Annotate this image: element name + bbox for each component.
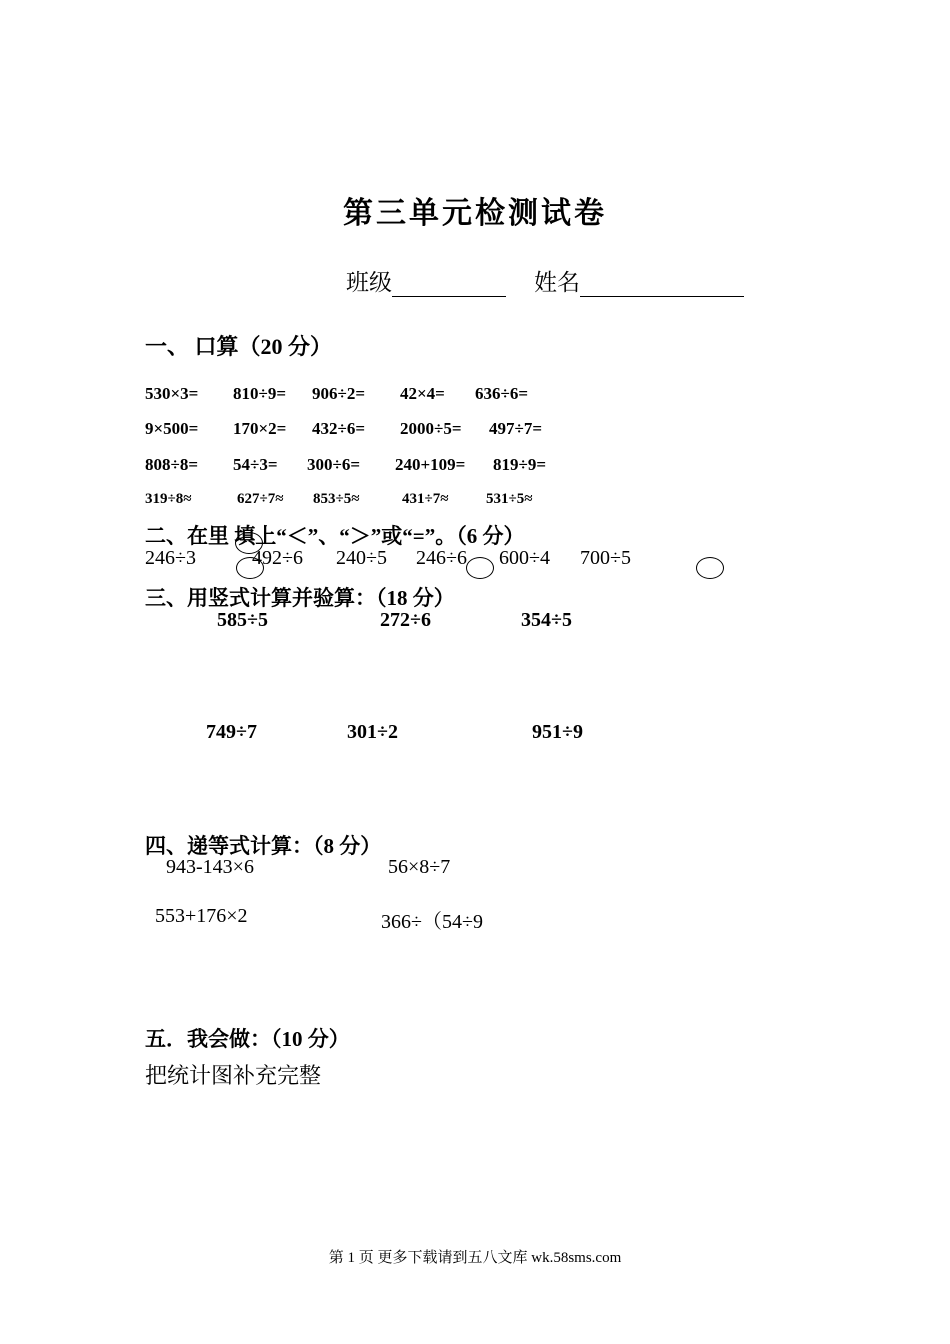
vertical-item: 272÷6 [380, 609, 431, 631]
section4-heading: 四、递等式计算：（8 分） [145, 834, 382, 858]
page-title: 第三单元检测试卷 [343, 196, 607, 231]
compare-item: 246÷6 [416, 547, 467, 569]
stepwise-item: 943-143×6 [166, 856, 254, 878]
oral-item: 810÷9= [233, 384, 287, 403]
oral-item: 819÷9= [493, 455, 547, 474]
oral-item: 319÷8≈ [145, 491, 192, 507]
compare-item: 700÷5 [580, 547, 631, 569]
class-name-line [346, 264, 744, 297]
oral-item: 627÷7≈ [237, 491, 284, 507]
oral-item: 300÷6= [307, 455, 361, 474]
oral-item: 808÷8= [145, 455, 199, 474]
stepwise-item: 553+176×2 [155, 905, 248, 927]
class-blank [392, 270, 506, 297]
name-blank [580, 270, 744, 297]
oral-item: 54÷3= [233, 455, 278, 474]
answer-circle[interactable] [236, 557, 264, 579]
compare-item: 240÷5 [336, 547, 387, 569]
stepwise-item: 56×8÷7 [388, 856, 451, 878]
oral-item: 431÷7≈ [402, 491, 449, 507]
oral-item: 531÷5≈ [486, 491, 533, 507]
class-label: 班级 [346, 270, 392, 295]
oral-item: 2000÷5= [400, 419, 462, 438]
vertical-item: 951÷9 [532, 721, 583, 743]
vertical-item: 585÷5 [217, 609, 268, 631]
section5-text: 把统计图补充完整 [145, 1063, 322, 1088]
oral-item: 906÷2= [312, 384, 366, 403]
oral-item: 9×500= [145, 419, 199, 438]
oral-item: 530×3= [145, 384, 199, 403]
compare-item: 600÷4 [499, 547, 550, 569]
answer-circle[interactable] [466, 557, 494, 579]
compare-item: 492÷6 [252, 547, 303, 569]
oral-item: 170×2= [233, 419, 287, 438]
name-label: 姓名 [534, 270, 580, 295]
vertical-item: 301÷2 [347, 721, 398, 743]
section1-heading: 一、 口算（20 分） [145, 334, 333, 359]
oral-item: 42×4= [400, 384, 445, 403]
vertical-item: 749÷7 [206, 721, 257, 743]
answer-circle[interactable] [696, 557, 724, 579]
oral-item: 497÷7= [489, 419, 543, 438]
section5-heading: 五．我会做：（10 分） [145, 1027, 350, 1051]
section3-heading: 三、用竖式计算并验算：（18 分） [145, 586, 455, 610]
oral-item: 853÷5≈ [313, 491, 360, 507]
oral-item: 636÷6= [475, 384, 529, 403]
answer-circle[interactable] [235, 532, 263, 554]
stepwise-item: 366÷（54÷9 [381, 911, 483, 933]
oral-item: 240+109= [395, 455, 466, 474]
compare-item: 246÷3 [145, 547, 196, 569]
vertical-item: 354÷5 [521, 609, 572, 631]
page-footer: 第 1 页 更多下载请到五八文库 wk.58sms.com [328, 1250, 622, 1266]
section2-heading: 二、在里 填上“＜”、“＞”或“=”。（6 分） [145, 524, 525, 548]
oral-item: 432÷6= [312, 419, 366, 438]
